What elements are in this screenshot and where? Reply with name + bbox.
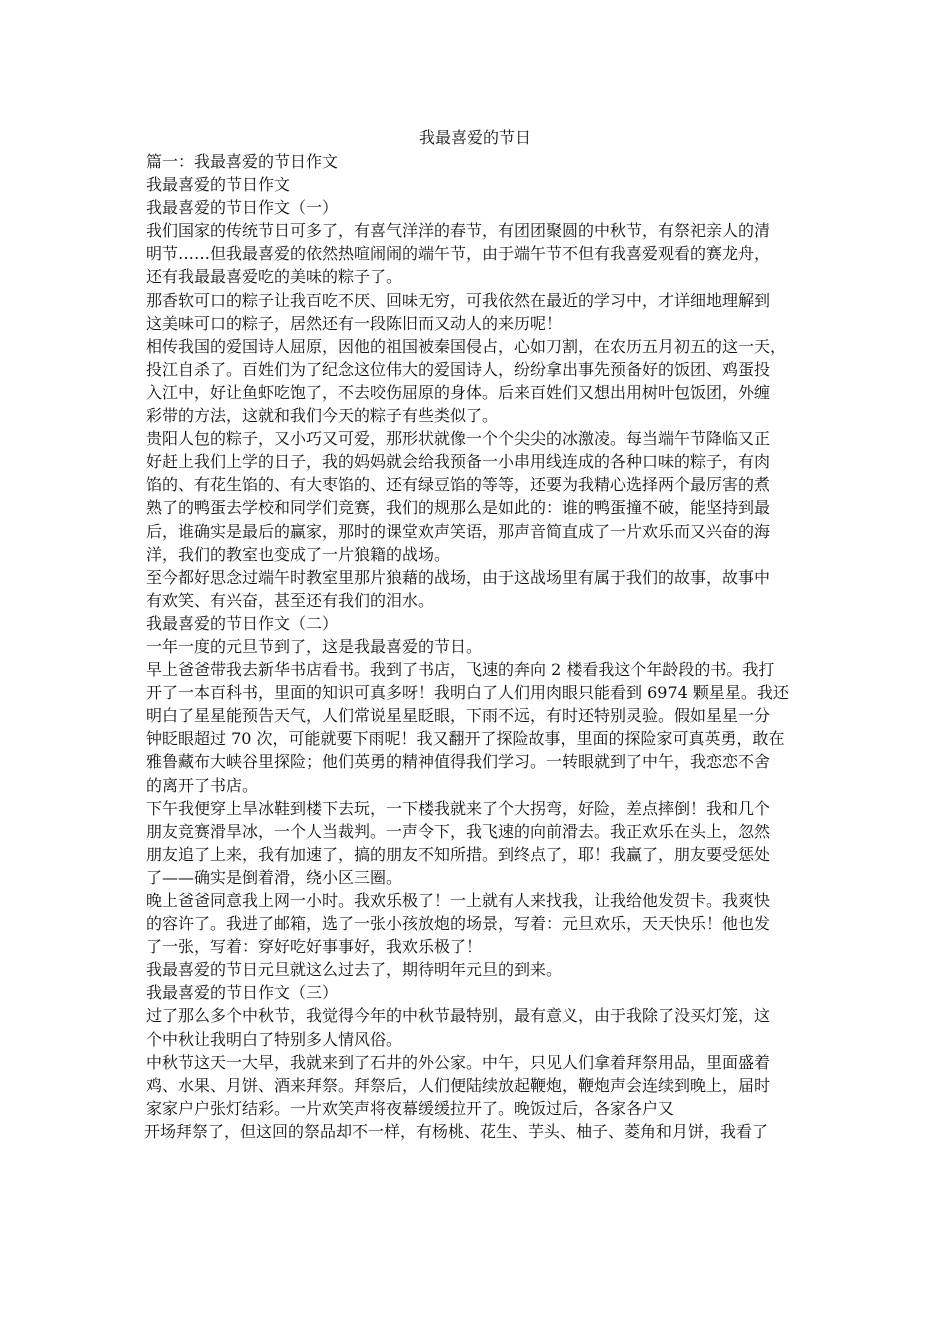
text-line: 中秋节这天一大早，我就来到了石井的外公家。中午，只见人们拿着拜祭用品，里面盛着 <box>146 1052 771 1072</box>
text-line: 的容许了。我进了邮箱，选了一张小孩放炮的场景，写着：元旦欢乐，天天快乐！他也发 <box>146 914 771 934</box>
text-line: 我最喜爱的节日作文 <box>146 175 291 195</box>
text-line: 篇一：我最喜爱的节日作文 <box>146 152 339 171</box>
text-line: 的离开了书店。 <box>146 775 259 795</box>
text-line: 下午我便穿上旱冰鞋到楼下去玩，一下楼我就来了个大拐弯，好险，差点摔倒！我和几个 <box>146 798 771 818</box>
text-line: 鸡、水果、月饼、酒来拜祭。拜祭后，人们便陆续放起鞭炮，鞭炮声会连续到晚上，届时 <box>146 1075 771 1095</box>
text-line: 晚上爸爸同意我上网一小时。我欢乐极了！一上就有人来找我，让我给他发贺卡。我爽快 <box>146 891 771 910</box>
text-line: 家家户户张灯结彩。一片欢笑声将夜幕缓缓拉开了。晚饭过后，各家各户又 <box>146 1098 675 1118</box>
text-line: 相传我国的爱国诗人屈原，因他的祖国被秦国侵占，心如刀割，在农历五月初五的这一天， <box>146 336 787 356</box>
text-line: 了一张，写着：穿好吃好事事好，我欢乐极了！ <box>146 937 483 957</box>
text-line: 过了那么多个中秋节，我觉得今年的中秋节最特别，最有意义，由于我除了没买灯笼，这 <box>146 1006 771 1026</box>
text-line: 还有我最最喜爱吃的美味的粽子了。 <box>146 267 403 287</box>
text-line: 后，谁确实是最后的赢家，那时的课堂欢声笑语，那声音简直成了一片欢乐而又兴奋的海 <box>146 521 771 541</box>
text-line: 开场拜祭了，但这回的祭品却不一样，有杨桃、花生、芋头、柚子、菱角和月饼，我看了 <box>144 1121 769 1141</box>
text-line: 那香软可口的粽子让我百吃不厌、回味无穷，可我依然在最近的学习中，才详细地理解到 <box>146 290 771 310</box>
text-line: 熟了的鸭蛋去学校和同学们竞赛，我们的规那么是如此的：谁的鸭蛋撞不破，能坚持到最 <box>146 498 771 518</box>
text-line: 有欢笑、有兴奋，甚至还有我们的泪水。 <box>146 590 435 610</box>
text-line: 贵阳人包的粽子，又小巧又可爱，那形状就像一个个尖尖的冰激凌。每当端午节降临又正 <box>146 429 771 449</box>
text-line: 开了一本百科书，里面的知识可真多呀！我明白了人们用肉眼只能看到 6974 颗星星。我还 <box>146 683 789 703</box>
text-line: 朋友竞赛滑旱冰，一个人当裁判。一声令下，我飞速的向前滑去。我正欢乐在头上，忽然 <box>146 821 771 841</box>
text-line: 明白了星星能预告天气，人们常说星星眨眼，下雨不远，有时还特别灵验。假如星星一分 <box>146 706 771 726</box>
text-line: 雅鲁藏布大峡谷里探险；他们英勇的精神值得我们学习。一转眼就到了中午，我恋恋不舍 <box>146 752 771 772</box>
text-line: 至今都好思念过端午时教室里那片狼藉的战场，由于这战场里有属于我们的故事，故事中 <box>146 567 771 587</box>
text-line: 朋友追了上来，我有加速了，搞的朋友不知所措。到终点了，耶！我赢了，朋友要受惩处 <box>146 844 771 864</box>
text-line: 这美味可口的粽子，居然还有一段陈旧而又动人的来历呢！ <box>146 313 563 333</box>
text-line: 我最喜爱的节日作文（一） <box>146 198 339 218</box>
text-line: 我们国家的传统节日可多了，有喜气洋洋的春节，有团团聚圆的中秋节，有祭祀亲人的清 <box>146 221 771 241</box>
text-line: 早上爸爸带我去新华书店看书。我到了书店，飞速的奔向 2 楼看我这个年龄段的书。我打 <box>146 660 775 680</box>
text-line: 好赶上我们上学的日子，我的妈妈就会给我预备一小串用线连成的各种口味的粽子，有肉 <box>146 452 771 472</box>
text-line: 明节……但我最喜爱的依然热喧闹闹的端午节，由于端午节不但有我喜爱观看的赛龙舟， <box>146 244 771 264</box>
text-line: 洋，我们的教室也变成了一片狼籍的战场。 <box>146 544 451 564</box>
text-line: 我最喜爱的节日作文（三） <box>146 983 339 1003</box>
text-line: 一年一度的元旦节到了，这是我最喜爱的节日。 <box>146 636 483 656</box>
text-line: 了——确实是倒着滑，绕小区三圈。 <box>146 867 403 887</box>
text-line: 入江中，好让鱼虾吃饱了，不去咬伤屈原的身体。后来百姓们又想出用树叶包饭团，外缠 <box>146 382 771 402</box>
text-line: 个中秋让我明白了特别多人情风俗。 <box>146 1029 403 1049</box>
text-line: 彩带的方法，这就和我们今天的粽子有些类似了。 <box>146 406 499 426</box>
text-line: 馅的、有花生馅的、有大枣馅的、还有绿豆馅的等等，还要为我精心选择两个最厉害的煮 <box>146 475 771 495</box>
text-line: 投江自杀了。百姓们为了纪念这位伟大的爱国诗人，纷纷拿出事先预备好的饭团、鸡蛋投 <box>146 359 771 379</box>
document-title: 我最喜爱的节日 <box>418 128 531 147</box>
text-line: 我最喜爱的节日元旦就这么过去了，期待明年元旦的到来。 <box>146 960 563 980</box>
text-line: 我最喜爱的节日作文（二） <box>146 613 339 633</box>
document-body <box>146 150 816 1143</box>
text-line: 钟眨眼超过 70 次，可能就要下雨呢！我又翻开了探险故事，里面的探险家可真英勇，敢在 <box>146 729 785 749</box>
